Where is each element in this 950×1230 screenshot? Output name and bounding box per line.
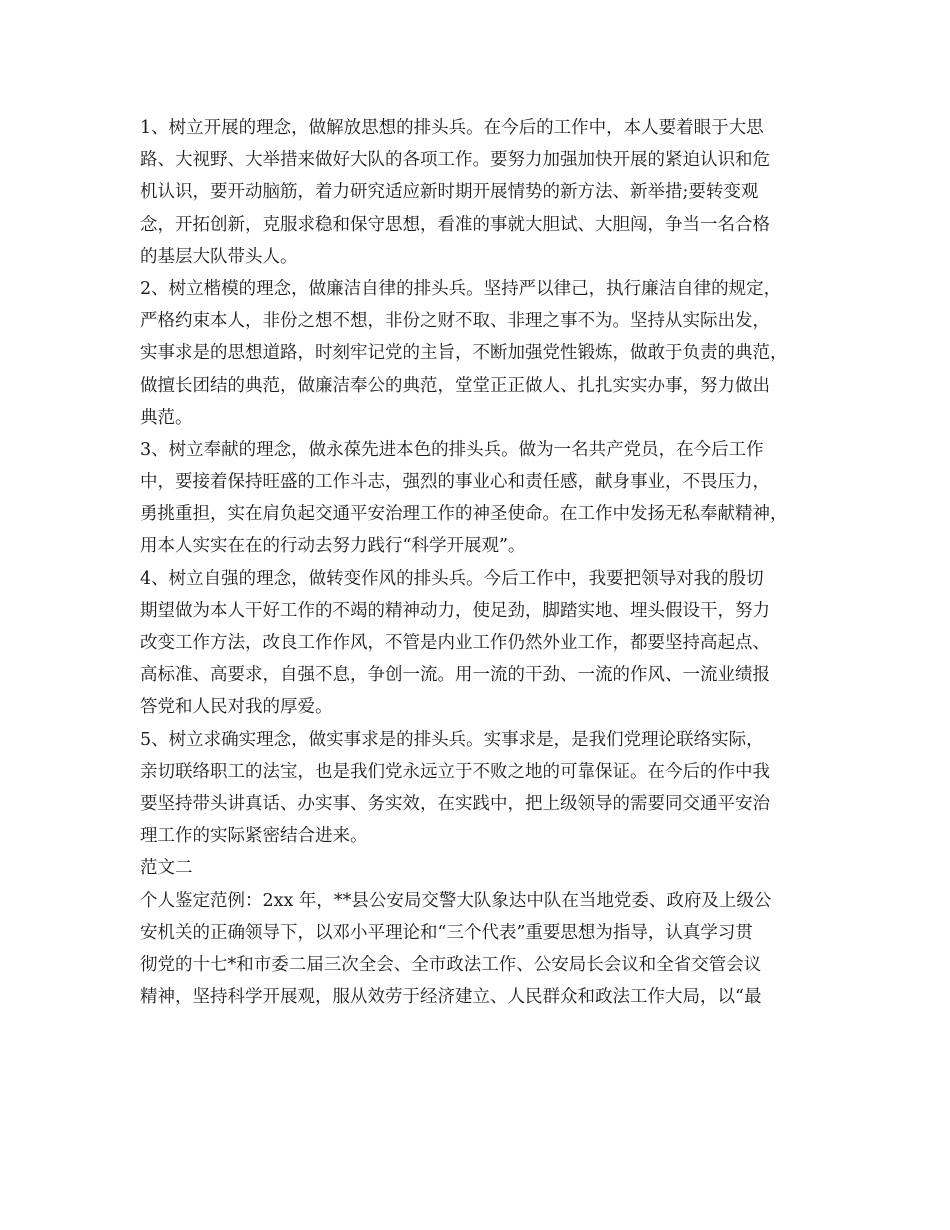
text-line: 典范。 [140, 407, 193, 428]
text-line: 期望做为本人干好工作的不竭的精神动力，使足劲，脚踏实地、埋头假设干，努力 [140, 600, 770, 621]
text-line: 念，开拓创新，克服求稳和保守思想，看准的事就大胆试、大胆闯，争当一名合格 [140, 214, 770, 235]
text-line: 个人鉴定范例：2xx 年，**县公安局交警大队象达中队在当地党委、政府及上级公 [140, 890, 772, 911]
text-line: 做擅长团结的典范，做廉洁奉公的典范，堂堂正正做人、扎扎实实办事，努力做出 [140, 375, 770, 396]
text-line: 机认识，要开动脑筋，着力研究适应新时期开展情势的新方法、新举措;要转变观 [140, 182, 759, 203]
text-line: 答党和人民对我的厚爱。 [140, 697, 333, 718]
text-line: 2、树立楷模的理念，做廉洁自律的排头兵。坚持严以律己，执行廉洁自律的规定， [140, 278, 782, 299]
section-heading: 范文二 [140, 858, 193, 879]
document-body [140, 112, 830, 1013]
text-line: 5、树立求确实理念，做实事求是的排头兵。实事求是，是我们党理论联络实际， [140, 729, 764, 750]
text-line: 实事求是的思想道路，时刻牢记党的主旨，不断加强党性锻炼，做敢于负责的典范， [140, 343, 788, 364]
text-line: 彻党的十七*和市委二届三次全会、全市政法工作、公安局长会议和全省交管会议 [140, 954, 762, 975]
text-line: 路、大视野、大举措来做好大队的各项工作。要努力加强加快开展的紧迫认识和危 [140, 150, 770, 171]
text-line: 理工作的实际紧密结合进来。 [140, 826, 368, 847]
text-line: 3、树立奉献的理念，做永葆先进本色的排头兵。做为一名共产党员，在今后工作 [140, 439, 764, 460]
text-line: 1、树立开展的理念，做解放思想的排头兵。在今后的工作中，本人要着眼于大思 [140, 118, 764, 138]
text-line: 改变工作方法，改良工作作风，不管是内业工作仍然外业工作，都要坚持高起点、 [140, 633, 770, 653]
text-line: 亲切联络职工的法宝，也是我们党永远立于不败之地的可靠保证。在今后的作中我 [140, 761, 770, 782]
text-line: 勇挑重担，实在肩负起交通平安治理工作的神圣使命。在工作中发扬无私奉献精神， [140, 504, 788, 525]
text-line: 4、树立自强的理念，做转变作风的排头兵。今后工作中，我要把领导对我的殷切 [140, 568, 764, 589]
text-line: 的基层大队带头人。 [140, 246, 298, 267]
text-line: 严格约束本人，非份之想不想，非份之财不取、非理之事不为。坚持从实际出发， [140, 311, 770, 332]
text-line: 用本人实实在在的行动去努力践行“科学开展观”。 [140, 536, 526, 557]
text-line: 安机关的正确领导下，以邓小平理论和“三个代表”重要思想为指导，认真学习贯 [140, 922, 753, 943]
text-line: 要坚持带头讲真话、办实事、务实效，在实践中，把上级领导的需要同交通平安治 [140, 793, 770, 814]
text-line: 中，要接着保持旺盛的工作斗志，强烈的事业心和责任感，献身事业，不畏压力， [140, 472, 770, 493]
text-line: 高标准、高要求，自强不息，争创一流。用一流的干劲、一流的作风、一流业绩报 [140, 665, 770, 686]
text-line: 精神，坚持科学开展观，服从效劳于经济建立、人民群众和政法工作大局，以“最 [140, 987, 762, 1008]
